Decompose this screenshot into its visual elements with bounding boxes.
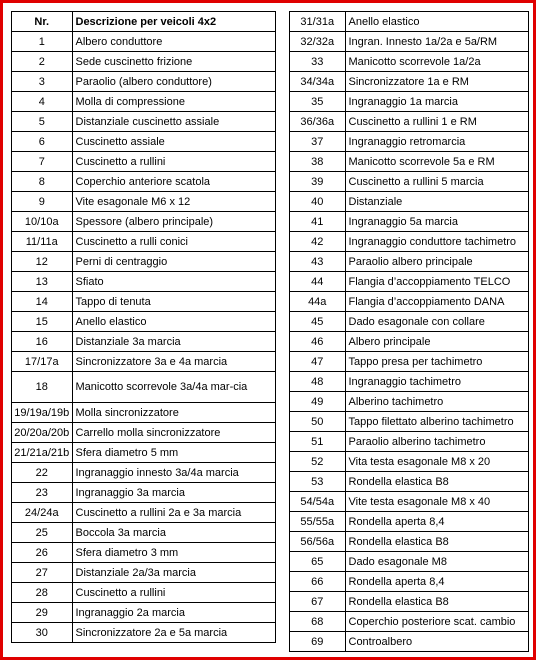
table-row — [290, 332, 528, 352]
part-number-cell: 53 — [290, 472, 345, 492]
parts-table — [12, 12, 275, 642]
table-row — [290, 72, 528, 92]
part-description-cell: Ingranaggio tachimetro — [345, 372, 528, 392]
part-description-cell: Ingranaggio retromarcia — [345, 132, 528, 152]
part-description-cell: Anello elastico — [72, 312, 275, 332]
part-description-cell: Tappo di tenuta — [72, 292, 275, 312]
part-description-cell: Perni di centraggio — [72, 252, 275, 272]
table-row — [290, 32, 528, 52]
part-description-cell: Coperchio anteriore scatola — [72, 172, 275, 192]
part-number-cell: 56/56a — [290, 532, 345, 552]
table-row — [12, 443, 275, 463]
table-row — [290, 252, 528, 272]
part-description-cell: Vita testa esagonale M8 x 20 — [345, 452, 528, 472]
part-number-cell: 16 — [12, 332, 72, 352]
part-description-cell: Tappo presa per tachimetro — [345, 352, 528, 372]
table-row — [12, 563, 275, 583]
table-row — [290, 412, 528, 432]
table-row — [290, 472, 528, 492]
part-number-cell: 23 — [12, 483, 72, 503]
parts-table-right — [289, 11, 529, 652]
part-number-cell: 30 — [12, 623, 72, 643]
part-description-cell: Distanziale 3a marcia — [72, 332, 275, 352]
table-row — [12, 112, 275, 132]
part-number-cell: 10/10a — [12, 212, 72, 232]
table-row — [12, 272, 275, 292]
table-row — [12, 172, 275, 192]
part-description-cell: Molla sincronizzatore — [72, 403, 275, 423]
table-row — [290, 432, 528, 452]
table-row — [12, 312, 275, 332]
part-number-cell: 7 — [12, 152, 72, 172]
part-number-cell: 42 — [290, 232, 345, 252]
parts-table — [290, 12, 528, 651]
table-row — [12, 523, 275, 543]
table-row — [290, 492, 528, 512]
part-description-cell: Ingranaggio 5a marcia — [345, 212, 528, 232]
part-description-cell: Distanziale 2a/3a marcia — [72, 563, 275, 583]
part-number-cell: 15 — [12, 312, 72, 332]
table-row — [290, 572, 528, 592]
part-description-cell: Manicotto scorrevole 5a e RM — [345, 152, 528, 172]
part-description-cell: Anello elastico — [345, 12, 528, 32]
part-number-cell: 6 — [12, 132, 72, 152]
part-description-cell: Controalbero — [345, 632, 528, 652]
part-description-cell: Flangia d’accoppiamento DANA — [345, 292, 528, 312]
part-number-cell: 44a — [290, 292, 345, 312]
table-row — [12, 292, 275, 312]
part-number-cell: 2 — [12, 52, 72, 72]
part-number-cell: 27 — [12, 563, 72, 583]
part-description-cell: Sede cuscinetto frizione — [72, 52, 275, 72]
part-number-cell: 41 — [290, 212, 345, 232]
part-number-cell: 45 — [290, 312, 345, 332]
table-row — [290, 312, 528, 332]
part-description-cell: Sincronizzatore 2a e 5a marcia — [72, 623, 275, 643]
part-number-cell: 26 — [12, 543, 72, 563]
part-number-cell: 47 — [290, 352, 345, 372]
part-number-cell: 31/31a — [290, 12, 345, 32]
part-number-cell: 68 — [290, 612, 345, 632]
part-number-cell: 55/55a — [290, 512, 345, 532]
part-number-cell: 54/54a — [290, 492, 345, 512]
part-description-cell: Ingranaggio 1a marcia — [345, 92, 528, 112]
part-description-cell: Tappo filettato alberino tachimetro — [345, 412, 528, 432]
part-description-cell: Distanziale cuscinetto assiale — [72, 112, 275, 132]
part-description-cell: Sfera diametro 5 mm — [72, 443, 275, 463]
table-row — [12, 92, 275, 112]
part-description-cell: Cuscinetto a rullini 5 marcia — [345, 172, 528, 192]
table-row — [290, 292, 528, 312]
part-description-cell: Coperchio posteriore scat. cambio — [345, 612, 528, 632]
part-description-cell: Albero conduttore — [72, 32, 275, 52]
part-description-cell: Dado esagonale M8 — [345, 552, 528, 572]
table-row — [290, 232, 528, 252]
part-description-cell: Paraolio alberino tachimetro — [345, 432, 528, 452]
part-description-cell: Spessore (albero principale) — [72, 212, 275, 232]
part-number-cell: 9 — [12, 192, 72, 212]
part-description-cell: Sincronizzatore 3a e 4a marcia — [72, 352, 275, 372]
part-number-cell: 33 — [290, 52, 345, 72]
part-number-cell: 52 — [290, 452, 345, 472]
part-description-cell: Flangia d’accoppiamento TELCO — [345, 272, 528, 292]
table-row — [290, 452, 528, 472]
table-row — [12, 212, 275, 232]
part-number-cell: 5 — [12, 112, 72, 132]
table-row — [12, 372, 275, 403]
part-description-cell: Sfera diametro 3 mm — [72, 543, 275, 563]
part-number-cell: 36/36a — [290, 112, 345, 132]
part-number-cell: 14 — [12, 292, 72, 312]
table-row — [12, 152, 275, 172]
part-description-cell: Cuscinetto a rullini — [72, 583, 275, 603]
column-header-nr: Nr. — [12, 12, 72, 32]
part-number-cell: 24/24a — [12, 503, 72, 523]
table-row — [12, 543, 275, 563]
part-number-cell: 49 — [290, 392, 345, 412]
table-header-row — [12, 12, 275, 32]
table-row — [290, 112, 528, 132]
table-row — [12, 603, 275, 623]
part-number-cell: 13 — [12, 272, 72, 292]
table-row — [12, 32, 275, 52]
part-description-cell: Ingranaggio 2a marcia — [72, 603, 275, 623]
column-header-description: Descrizione per veicoli 4x2 — [72, 12, 275, 32]
part-description-cell: Rondella aperta 8,4 — [345, 512, 528, 532]
part-description-cell: Vite testa esagonale M8 x 40 — [345, 492, 528, 512]
part-number-cell: 50 — [290, 412, 345, 432]
part-description-cell: Cuscinetto a rullini 1 e RM — [345, 112, 528, 132]
part-number-cell: 12 — [12, 252, 72, 272]
part-description-cell: Sincronizzatore 1a e RM — [345, 72, 528, 92]
part-description-cell: Sfiato — [72, 272, 275, 292]
part-number-cell: 4 — [12, 92, 72, 112]
table-row — [12, 72, 275, 92]
table-row — [12, 132, 275, 152]
table-row — [12, 423, 275, 443]
part-description-cell: Rondella elastica B8 — [345, 532, 528, 552]
part-description-cell: Cuscinetto a rullini — [72, 152, 275, 172]
part-description-cell: Dado esagonale con collare — [345, 312, 528, 332]
table-row — [12, 583, 275, 603]
part-description-cell: Vite esagonale M6 x 12 — [72, 192, 275, 212]
part-number-cell: 22 — [12, 463, 72, 483]
table-row — [12, 483, 275, 503]
table-row — [290, 52, 528, 72]
part-description-cell: Distanziale — [345, 192, 528, 212]
table-row — [290, 552, 528, 572]
part-number-cell: 44 — [290, 272, 345, 292]
part-number-cell: 43 — [290, 252, 345, 272]
table-row — [290, 392, 528, 412]
part-description-cell: Cuscinetto a rullini 2a e 3a marcia — [72, 503, 275, 523]
table-body — [12, 32, 275, 643]
part-description-cell: Manicotto scorrevole 3a/4a mar-cia — [72, 372, 275, 403]
table-row — [12, 192, 275, 212]
table-row — [12, 403, 275, 423]
part-number-cell: 69 — [290, 632, 345, 652]
part-number-cell: 29 — [12, 603, 72, 623]
part-number-cell: 19/19a/19b — [12, 403, 72, 423]
table-row — [290, 192, 528, 212]
part-number-cell: 48 — [290, 372, 345, 392]
table-row — [290, 372, 528, 392]
part-description-cell: Ingranaggio conduttore tachimetro — [345, 232, 528, 252]
part-number-cell: 1 — [12, 32, 72, 52]
part-number-cell: 51 — [290, 432, 345, 452]
part-description-cell: Albero principale — [345, 332, 528, 352]
table-row — [290, 152, 528, 172]
part-number-cell: 46 — [290, 332, 345, 352]
table-row — [12, 503, 275, 523]
table-row — [290, 212, 528, 232]
table-row — [12, 232, 275, 252]
part-description-cell: Rondella aperta 8,4 — [345, 572, 528, 592]
part-description-cell: Boccola 3a marcia — [72, 523, 275, 543]
table-row — [290, 92, 528, 112]
table-row — [290, 532, 528, 552]
table-row — [12, 252, 275, 272]
part-number-cell: 39 — [290, 172, 345, 192]
part-number-cell: 25 — [12, 523, 72, 543]
part-description-cell: Cuscinetto assiale — [72, 132, 275, 152]
table-row — [290, 172, 528, 192]
part-number-cell: 20/20a/20b — [12, 423, 72, 443]
table-row — [290, 352, 528, 372]
part-number-cell: 66 — [290, 572, 345, 592]
part-number-cell: 38 — [290, 152, 345, 172]
part-number-cell: 34/34a — [290, 72, 345, 92]
part-number-cell: 67 — [290, 592, 345, 612]
table-body — [290, 12, 528, 651]
part-description-cell: Ingranaggio innesto 3a/4a marcia — [72, 463, 275, 483]
part-description-cell: Alberino tachimetro — [345, 392, 528, 412]
table-row — [12, 352, 275, 372]
part-number-cell: 8 — [12, 172, 72, 192]
part-number-cell: 11/11a — [12, 232, 72, 252]
table-row — [290, 512, 528, 532]
part-number-cell: 28 — [12, 583, 72, 603]
part-description-cell: Rondella elastica B8 — [345, 592, 528, 612]
part-number-cell: 18 — [12, 372, 72, 403]
part-description-cell: Paraolio (albero conduttore) — [72, 72, 275, 92]
parts-table-left — [11, 11, 276, 643]
table-row — [290, 132, 528, 152]
table-row — [290, 12, 528, 32]
table-row — [290, 632, 528, 652]
part-description-cell: Ingranaggio 3a marcia — [72, 483, 275, 503]
part-number-cell: 40 — [290, 192, 345, 212]
part-number-cell: 65 — [290, 552, 345, 572]
part-description-cell: Molla di compressione — [72, 92, 275, 112]
part-number-cell: 35 — [290, 92, 345, 112]
part-description-cell: Manicotto scorrevole 1a/2a — [345, 52, 528, 72]
part-description-cell: Carrello molla sincronizzatore — [72, 423, 275, 443]
part-description-cell: Ingran. Innesto 1a/2a e 5a/RM — [345, 32, 528, 52]
table-row — [12, 332, 275, 352]
table-row — [290, 272, 528, 292]
table-row — [290, 592, 528, 612]
part-description-cell: Cuscinetto a rulli conici — [72, 232, 275, 252]
part-number-cell: 21/21a/21b — [12, 443, 72, 463]
part-description-cell: Paraolio albero principale — [345, 252, 528, 272]
part-number-cell: 17/17a — [12, 352, 72, 372]
table-row — [12, 52, 275, 72]
part-number-cell: 3 — [12, 72, 72, 92]
table-row — [12, 623, 275, 643]
part-number-cell: 32/32a — [290, 32, 345, 52]
part-number-cell: 37 — [290, 132, 345, 152]
table-row — [290, 612, 528, 632]
part-description-cell: Rondella elastica B8 — [345, 472, 528, 492]
table-row — [12, 463, 275, 483]
